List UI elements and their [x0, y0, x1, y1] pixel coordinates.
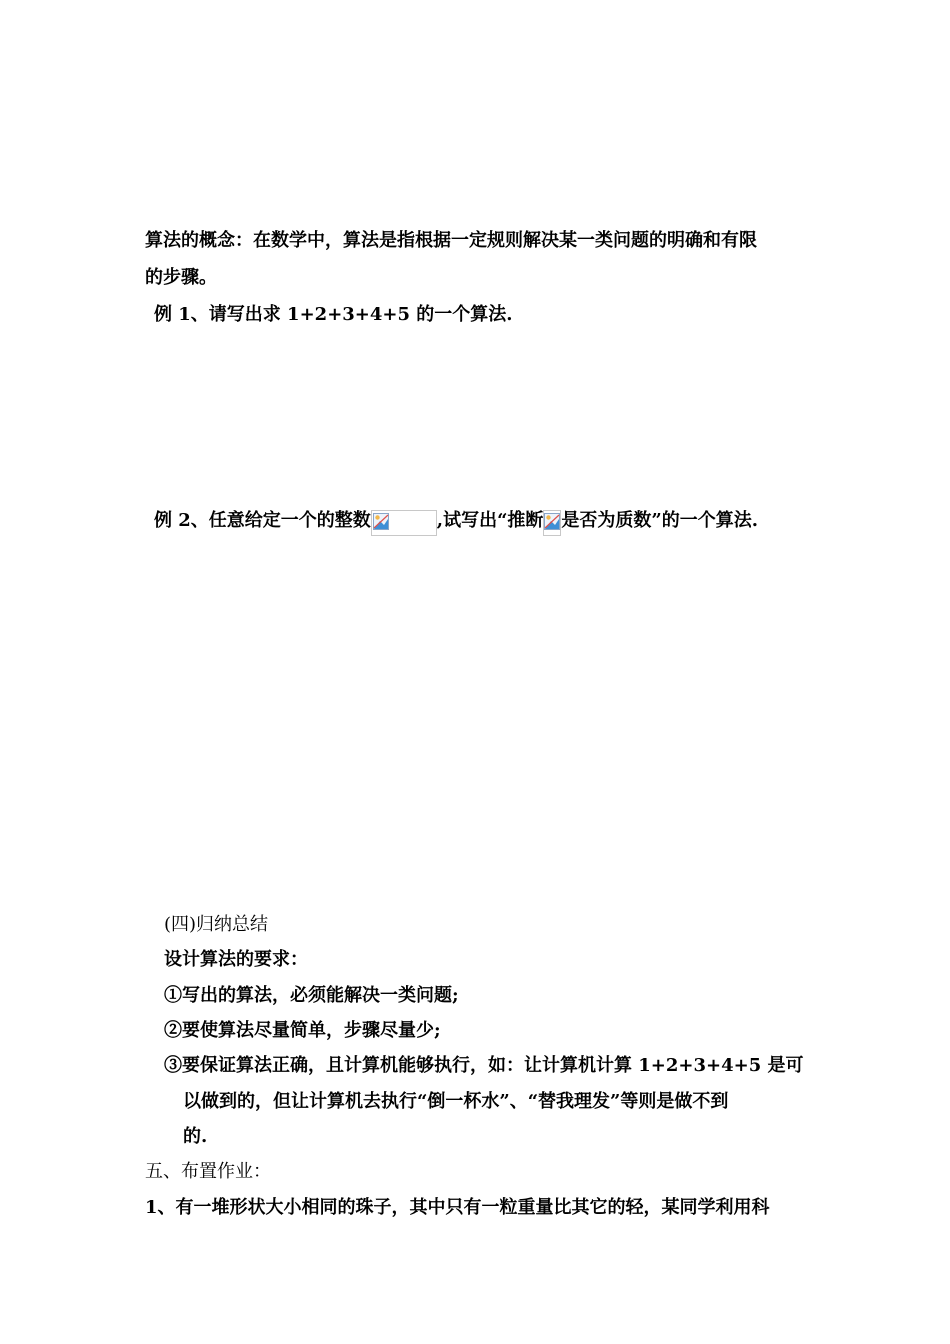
example-1: 例 1、请写出求 1+2+3+4+5 的一个算法. — [154, 304, 513, 325]
requirement-2: ②要使算法尽量简单，步骤尽量少; — [164, 1020, 441, 1041]
broken-image-icon — [371, 510, 437, 536]
requirement-3-line-1: ③要保证算法正确，且计算机能够执行，如：让计算机计算 1+2+3+4+5 是可 — [164, 1055, 804, 1076]
homework-item-1: 1、有一堆形状大小相同的珠子，其中只有一粒重量比其它的轻，某同学利用科 — [145, 1197, 770, 1218]
example-2 — [154, 508, 758, 534]
summary-heading: (四)归纳总结 — [164, 914, 269, 935]
requirement-3-line-3: 的. — [183, 1126, 208, 1147]
example-2-part-3: 是否为质数”的一个算法. — [561, 510, 759, 531]
requirement-1: ①写出的算法，必须能解决一类问题; — [164, 985, 459, 1006]
homework-heading: 五、布置作业： — [145, 1161, 271, 1182]
example-2-part-2: ,试写出“推断 — [436, 510, 544, 531]
concept-line-2: 的步骤。 — [145, 267, 217, 288]
concept-line-1: 算法的概念：在数学中，算法是指根据一定规则解决某一类问题的明确和有限 — [145, 230, 757, 251]
requirement-3-line-2: 以做到的，但让计算机去执行“倒一杯水”、“替我理发”等则是做不到 — [183, 1091, 729, 1112]
requirements-title: 设计算法的要求： — [164, 949, 308, 970]
example-2-part-1: 例 2、任意给定一个的整数 — [154, 510, 371, 531]
broken-image-icon — [543, 510, 561, 536]
